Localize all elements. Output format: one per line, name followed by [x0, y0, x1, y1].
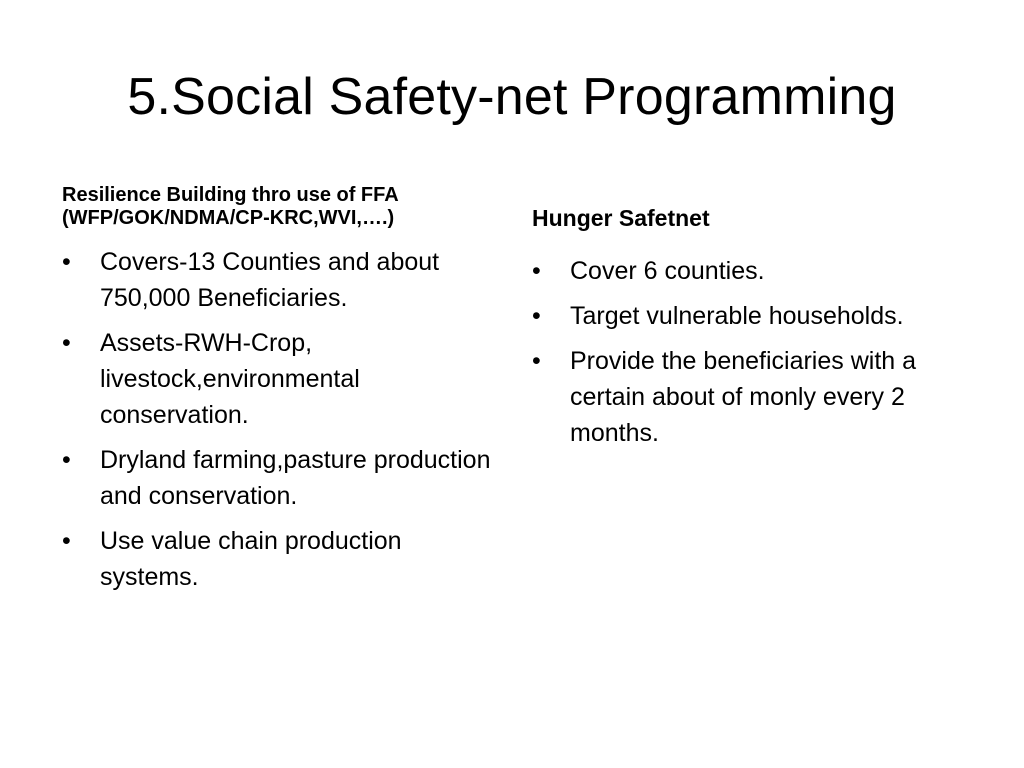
bullet-icon: •	[532, 257, 541, 285]
right-bullet-text: Target vulnerable households.	[570, 302, 904, 330]
bullet-icon: •	[62, 248, 71, 276]
right-bullet-text: Cover 6 counties.	[570, 257, 765, 285]
left-bullet-text: Dryland farming,pasture production and conservation.	[100, 446, 491, 510]
right-bullet-list	[532, 253, 952, 451]
bullet-icon: •	[532, 302, 541, 330]
right-bullet-item	[532, 343, 952, 451]
left-bullet-item	[62, 523, 502, 595]
left-bullet-item	[62, 442, 502, 514]
right-bullet-text: Provide the beneficiaries with a certain about of monly every 2 months.	[570, 347, 917, 447]
left-bullet-item	[62, 244, 502, 316]
left-bullet-list	[62, 244, 502, 595]
left-column	[62, 184, 502, 604]
left-bullet-text: Assets-RWH-Crop, livestock,environmental conservation.	[100, 329, 360, 429]
right-bullet-item	[532, 253, 952, 289]
bullet-icon: •	[532, 347, 541, 375]
bullet-icon: •	[62, 446, 71, 474]
left-column-heading	[62, 184, 502, 230]
slide-title: 5.Social Safety-net Programming	[127, 68, 897, 126]
right-bullet-item	[532, 298, 952, 334]
left-bullet-text: Covers-13 Counties and about 750,000 Beneficiaries.	[100, 248, 440, 312]
bullet-icon: •	[62, 329, 71, 357]
left-bullet-item	[62, 325, 502, 433]
bullet-icon: •	[62, 527, 71, 555]
left-heading-line-2: (WFP/GOK/NDMA/CP-KRC,WVI,….)	[62, 207, 395, 229]
left-heading-line-1: Resilience Building thro use of FFA	[62, 184, 399, 206]
right-column	[532, 203, 952, 460]
right-column-heading: Hunger Safetnet	[532, 205, 710, 231]
left-bullet-text: Use value chain production systems.	[100, 527, 402, 591]
